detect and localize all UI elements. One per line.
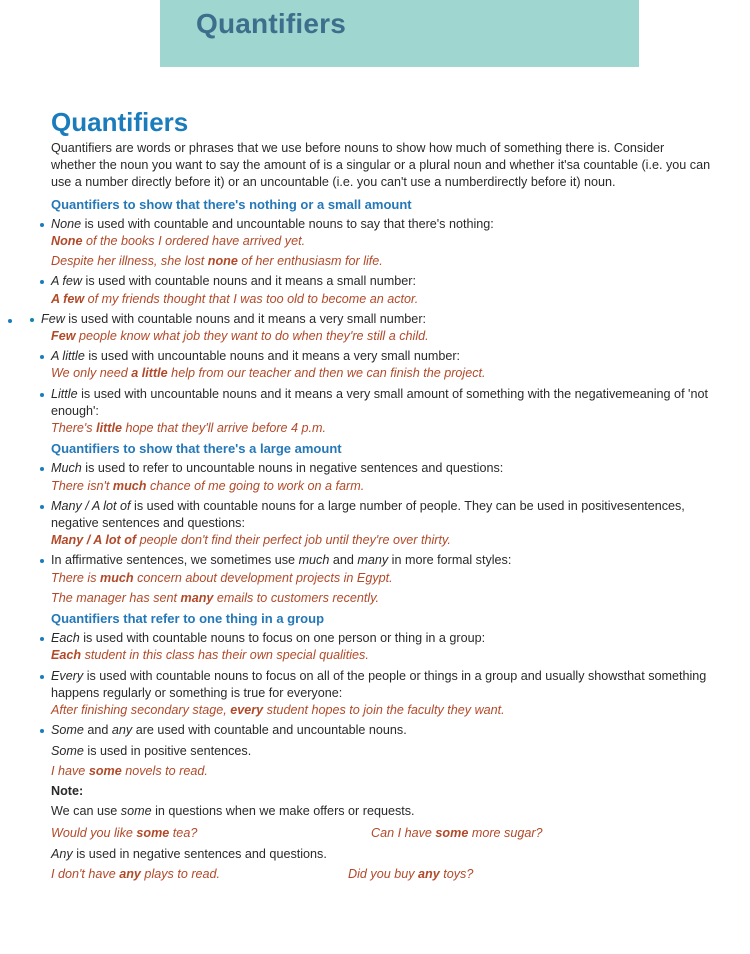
example-affirmative-1: There is much concern about development projects in Egypt. bbox=[51, 570, 393, 585]
example-few: Few people know what job they want to do when they're still a child. bbox=[51, 329, 429, 344]
rule-little: Little is used with uncountable nouns and it means a very small amount of something with the negativemeaning of 'not enough': bbox=[51, 386, 711, 420]
example-little: There's little hope that they'll arrive before 4 p.m. bbox=[51, 421, 327, 436]
rule-much: Much is used to refer to uncountable nouns in negative sentences and questions: bbox=[51, 460, 711, 477]
example-a-few: A few of my friends thought that I was too old to become an actor. bbox=[51, 291, 419, 306]
header-banner bbox=[160, 0, 639, 67]
example-much: There isn't much chance of me going to work on a farm. bbox=[51, 478, 365, 493]
example-question-2: Can I have some more sugar? bbox=[371, 826, 543, 841]
rule-some: Some is used in positive sentences. bbox=[51, 743, 252, 758]
section-title-large-amount: Quantifiers to show that there's a large amount bbox=[51, 441, 342, 457]
rule-a-few: A few is used with countable nouns and it means a small number: bbox=[51, 273, 711, 290]
document-body bbox=[41, 140, 711, 886]
rule-affirmative: In affirmative sentences, we sometimes use much and many in more formal styles: bbox=[51, 552, 711, 569]
example-some: I have some novels to read. bbox=[51, 763, 208, 778]
example-question-1: Would you like some tea? bbox=[51, 826, 198, 841]
example-none-2: Despite her illness, she lost none of her enthusiasm for life. bbox=[51, 254, 383, 269]
example-any-2: Did you buy any toys? bbox=[348, 866, 474, 881]
rule-some-and-any: Some and any are used with countable and uncountable nouns. bbox=[51, 722, 711, 739]
note-label: Note: bbox=[51, 783, 84, 798]
section-title-group: Quantifiers that refer to one thing in a group bbox=[51, 611, 325, 627]
example-a-little: We only need a little help from our teacher and then we can finish the project. bbox=[51, 366, 486, 381]
note-text: We can use some in questions when we make offers or requests. bbox=[51, 804, 415, 819]
section-title-small-amount: Quantifiers to show that there's nothing or a small amount bbox=[51, 196, 412, 212]
rule-few: Few is used with countable nouns and it means a very small number: bbox=[41, 311, 711, 328]
rule-many-a-lot-of: Many / A lot of is used with countable nouns for a large number of people. They can be used in positivesentences, negative sentences and questions: bbox=[51, 498, 711, 532]
rule-none: None is used with countable and uncountable nouns to say that there's nothing: bbox=[51, 216, 711, 233]
intro-paragraph: Quantifiers are words or phrases that we use before nouns to show how much of something there is. Consider whether the noun you want to say the amount of is a singular or a plural noun and whether it'sa countable (i.e. you can use a number directly before it) or an uncountable (i.e. you can't use a numberdirectly before it) noun. bbox=[51, 141, 711, 190]
example-questions-some bbox=[51, 825, 711, 842]
example-any-1: I don't have any plays to read. bbox=[51, 866, 221, 881]
page-title: Quantifiers bbox=[51, 107, 189, 137]
rule-each: Each is used with countable nouns to focus on one person or thing in a group: bbox=[51, 630, 711, 647]
example-many-a-lot-of: Many / A lot of people don't find their perfect job until they're over thirty. bbox=[51, 533, 451, 548]
example-none-1: None of the books I ordered have arrived yet. bbox=[51, 234, 306, 249]
example-each: Each student in this class has their own special qualities. bbox=[51, 648, 369, 663]
example-affirmative-2: The manager has sent many emails to customers recently. bbox=[51, 590, 380, 605]
rule-any: Any is used in negative sentences and questions. bbox=[51, 846, 327, 861]
example-every: After finishing secondary stage, every student hopes to join the faculty they want. bbox=[51, 703, 505, 718]
example-any bbox=[51, 866, 711, 883]
rule-every: Every is used with countable nouns to focus on all of the people or things in a group and usually showsthat something happens regularly or something is true for everyone: bbox=[51, 668, 711, 702]
rule-a-little: A little is used with uncountable nouns and it means a very small number: bbox=[51, 348, 711, 365]
banner-title: Quantifiers bbox=[196, 8, 347, 39]
